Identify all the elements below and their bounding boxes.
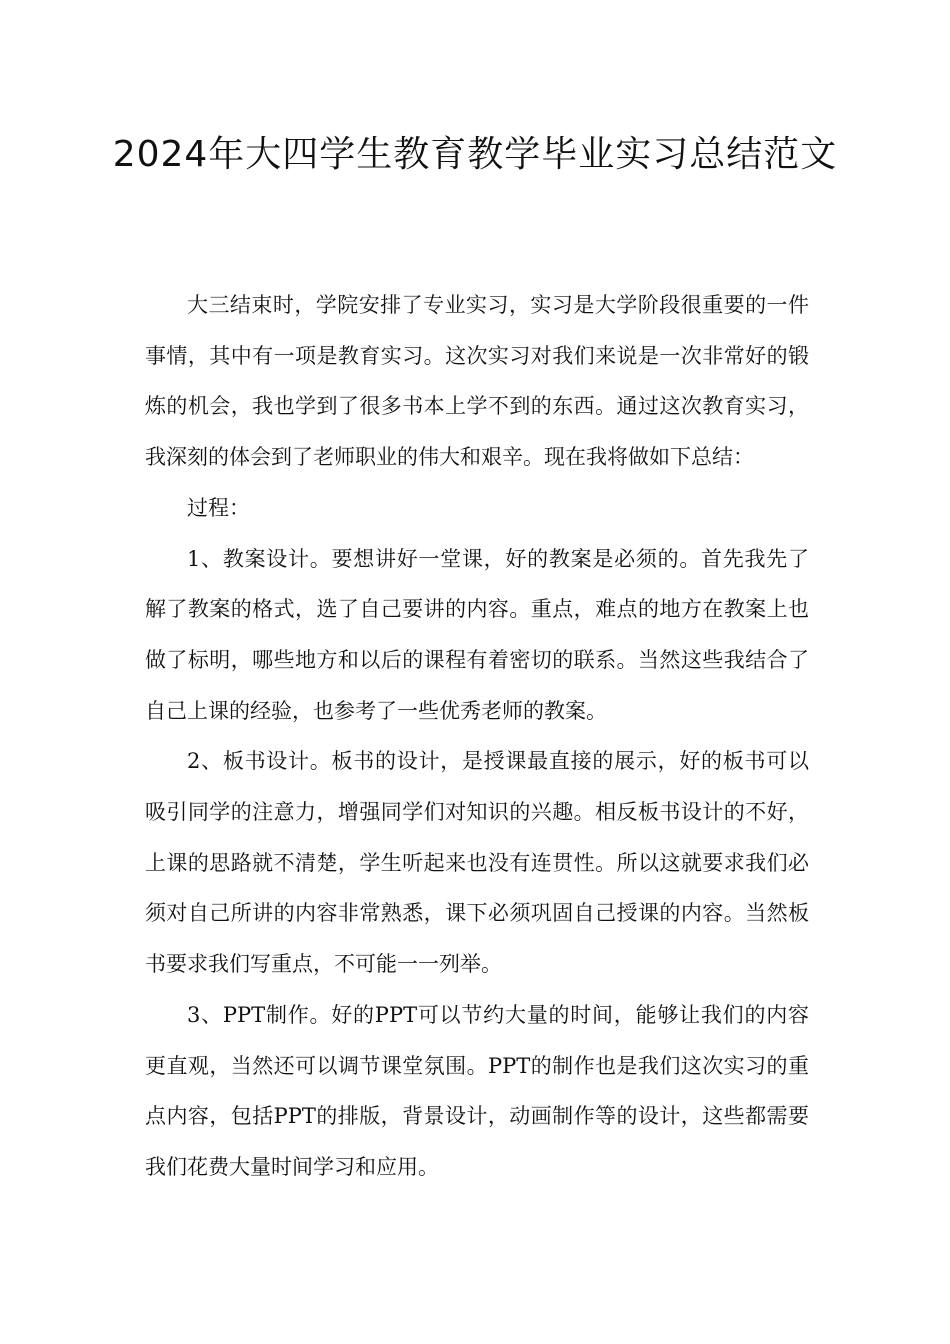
document-body [145,280,809,1193]
paragraph-intro: 大三结束时，学院安排了专业实习，实习是大学阶段很重要的一件事情，其中有一项是教育实习。这次实习对我们来说是一次非常好的锻炼的机会，我也学到了很多书本上学不到的东西。通过这次教育实习，我深刻的体会到了老师职业的伟大和艰辛。现在我将做如下总结： [145,293,809,470]
paragraph-lesson-plan: 1、教案设计。要想讲好一堂课，好的教案是必须的。首先我先了解了教案的格式，选了自己要讲的内容。重点，难点的地方在教案上也做了标明，哪些地方和以后的课程有着密切的联系。当然这些我结合了自己上课的经验，也参考了一些优秀老师的教案。 [145,546,809,723]
document-title: 2024年大四学生教育教学毕业实习总结范文 [112,134,838,175]
paragraph-blackboard: 2、板书设计。板书的设计，是授课最直接的展示，好的板书可以吸引同学的注意力，增强同学们对知识的兴趣。相反板书设计的不好，上课的思路就不清楚，学生听起来也没有连贯性。所以这就要求我们必须对自己所讲的内容非常熟悉，课下必须巩固自己授课的内容。当然板书要求我们写重点，不可能一一列举。 [145,749,809,977]
paragraph-ppt: 3、PPT制作。好的PPT可以节约大量的时间，能够让我们的内容更直观，当然还可以调节课堂氛围。PPT的制作也是我们这次实习的重点内容，包括PPT的排版，背景设计，动画制作等的设计，这些都需要我们花费大量时间学习和应用。 [145,1002,809,1179]
paragraph-process-heading: 过程： [187,495,250,520]
